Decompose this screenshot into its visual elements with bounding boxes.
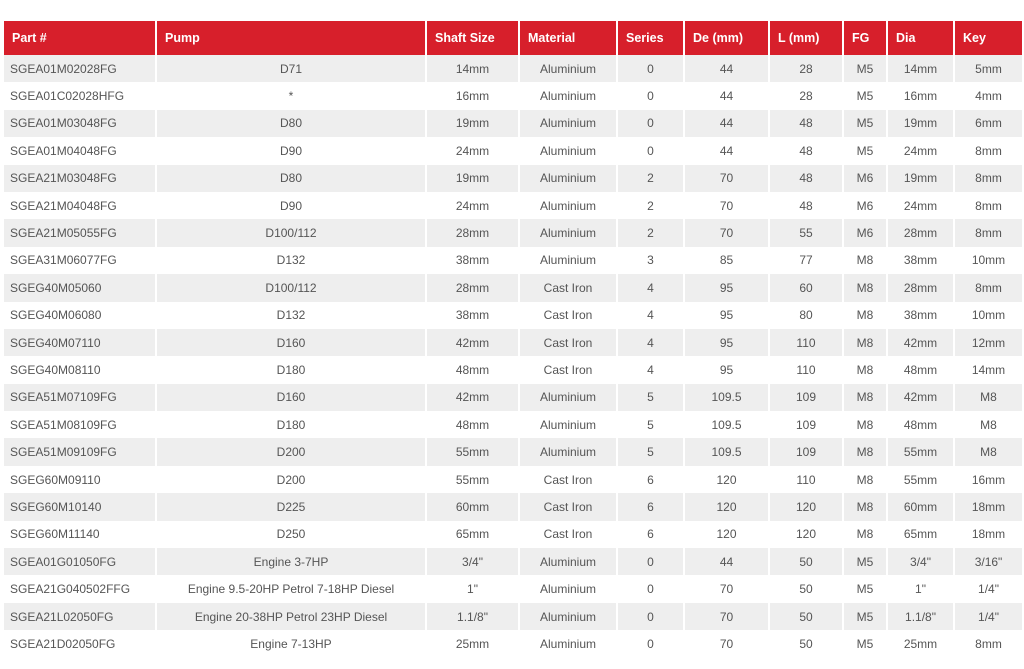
cell-fg: M8 — [844, 329, 888, 356]
cell-pump: * — [157, 82, 427, 109]
cell-l: 110 — [770, 466, 844, 493]
cell-pump: Engine 7-13HP — [157, 630, 427, 657]
table-row — [4, 55, 1022, 82]
cell-pump: D132 — [157, 302, 427, 329]
cell-series: 2 — [618, 165, 685, 192]
column-header-l: L (mm) — [770, 21, 844, 55]
cell-dia: 16mm — [888, 82, 955, 109]
cell-de: 44 — [685, 82, 770, 109]
cell-pump: D200 — [157, 466, 427, 493]
cell-dia: 38mm — [888, 247, 955, 274]
cell-dia: 28mm — [888, 219, 955, 246]
table-row — [4, 302, 1022, 329]
cell-de: 109.5 — [685, 438, 770, 465]
cell-series: 6 — [618, 466, 685, 493]
cell-shaft-size: 1.1/8" — [427, 603, 520, 630]
table-row — [4, 165, 1022, 192]
cell-dia: 55mm — [888, 466, 955, 493]
cell-l: 48 — [770, 137, 844, 164]
cell-de: 70 — [685, 630, 770, 657]
column-header-part: Part # — [4, 21, 157, 55]
cell-pump: D225 — [157, 493, 427, 520]
cell-dia: 55mm — [888, 438, 955, 465]
table-row — [4, 110, 1022, 137]
cell-l: 50 — [770, 603, 844, 630]
cell-fg: M5 — [844, 55, 888, 82]
cell-de: 70 — [685, 575, 770, 602]
cell-fg: M8 — [844, 438, 888, 465]
cell-l: 120 — [770, 521, 844, 548]
cell-l: 109 — [770, 384, 844, 411]
cell-key: 1/4" — [955, 575, 1022, 602]
cell-de: 70 — [685, 219, 770, 246]
cell-part: SGEA01G01050FG — [4, 548, 157, 575]
cell-part: SGEA21M03048FG — [4, 165, 157, 192]
cell-material: Cast Iron — [520, 274, 618, 301]
column-header-series: Series — [618, 21, 685, 55]
cell-l: 120 — [770, 493, 844, 520]
cell-fg: M8 — [844, 247, 888, 274]
cell-material: Cast Iron — [520, 329, 618, 356]
cell-dia: 38mm — [888, 302, 955, 329]
cell-series: 0 — [618, 137, 685, 164]
cell-part: SGEG40M06080 — [4, 302, 157, 329]
cell-fg: M5 — [844, 575, 888, 602]
cell-shaft-size: 28mm — [427, 219, 520, 246]
cell-key: 6mm — [955, 110, 1022, 137]
cell-series: 0 — [618, 575, 685, 602]
cell-material: Aluminium — [520, 110, 618, 137]
cell-shaft-size: 16mm — [427, 82, 520, 109]
cell-pump: D180 — [157, 411, 427, 438]
cell-series: 4 — [618, 356, 685, 383]
cell-l: 109 — [770, 411, 844, 438]
cell-shaft-size: 42mm — [427, 329, 520, 356]
cell-de: 70 — [685, 192, 770, 219]
cell-dia: 24mm — [888, 192, 955, 219]
cell-material: Aluminium — [520, 247, 618, 274]
cell-material: Aluminium — [520, 55, 618, 82]
cell-series: 0 — [618, 548, 685, 575]
cell-material: Aluminium — [520, 192, 618, 219]
cell-series: 0 — [618, 82, 685, 109]
cell-part: SGEA51M08109FG — [4, 411, 157, 438]
table-row — [4, 137, 1022, 164]
cell-pump: D160 — [157, 329, 427, 356]
cell-material: Aluminium — [520, 603, 618, 630]
table-row — [4, 384, 1022, 411]
cell-pump: D90 — [157, 192, 427, 219]
cell-part: SGEG40M08110 — [4, 356, 157, 383]
cell-key: 8mm — [955, 630, 1022, 657]
table-row — [4, 219, 1022, 246]
cell-de: 95 — [685, 302, 770, 329]
cell-fg: M6 — [844, 192, 888, 219]
cell-fg: M6 — [844, 165, 888, 192]
cell-fg: M8 — [844, 274, 888, 301]
cell-key: 12mm — [955, 329, 1022, 356]
column-header-key: Key — [955, 21, 1022, 55]
cell-l: 77 — [770, 247, 844, 274]
cell-de: 109.5 — [685, 411, 770, 438]
cell-dia: 19mm — [888, 110, 955, 137]
cell-pump: D100/112 — [157, 274, 427, 301]
cell-fg: M8 — [844, 521, 888, 548]
table-row — [4, 603, 1022, 630]
cell-de: 109.5 — [685, 384, 770, 411]
cell-de: 95 — [685, 356, 770, 383]
cell-shaft-size: 65mm — [427, 521, 520, 548]
cell-de: 44 — [685, 548, 770, 575]
cell-series: 0 — [618, 110, 685, 137]
cell-part: SGEA31M06077FG — [4, 247, 157, 274]
cell-key: M8 — [955, 411, 1022, 438]
cell-key: 14mm — [955, 356, 1022, 383]
table-row — [4, 438, 1022, 465]
cell-series: 0 — [618, 603, 685, 630]
table-row — [4, 192, 1022, 219]
table-row — [4, 521, 1022, 548]
cell-l: 28 — [770, 82, 844, 109]
cell-material: Aluminium — [520, 438, 618, 465]
cell-part: SGEA21D02050FG — [4, 630, 157, 657]
cell-pump: D100/112 — [157, 219, 427, 246]
cell-material: Aluminium — [520, 137, 618, 164]
cell-part: SGEG40M05060 — [4, 274, 157, 301]
cell-fg: M8 — [844, 384, 888, 411]
cell-l: 110 — [770, 356, 844, 383]
cell-pump: D71 — [157, 55, 427, 82]
cell-fg: M5 — [844, 630, 888, 657]
cell-fg: M5 — [844, 137, 888, 164]
cell-pump: D90 — [157, 137, 427, 164]
cell-material: Cast Iron — [520, 356, 618, 383]
cell-key: 8mm — [955, 274, 1022, 301]
cell-l: 50 — [770, 575, 844, 602]
cell-part: SGEA21L02050FG — [4, 603, 157, 630]
cell-l: 55 — [770, 219, 844, 246]
cell-key: 18mm — [955, 493, 1022, 520]
cell-series: 0 — [618, 55, 685, 82]
cell-pump: D160 — [157, 384, 427, 411]
cell-pump: D200 — [157, 438, 427, 465]
cell-fg: M8 — [844, 466, 888, 493]
cell-shaft-size: 60mm — [427, 493, 520, 520]
cell-l: 48 — [770, 165, 844, 192]
cell-part: SGEA21M05055FG — [4, 219, 157, 246]
cell-part: SGEA21G040502FFG — [4, 575, 157, 602]
cell-dia: 1.1/8" — [888, 603, 955, 630]
cell-dia: 48mm — [888, 356, 955, 383]
cell-series: 3 — [618, 247, 685, 274]
cell-series: 5 — [618, 411, 685, 438]
table-row — [4, 548, 1022, 575]
cell-key: 18mm — [955, 521, 1022, 548]
cell-dia: 48mm — [888, 411, 955, 438]
cell-part: SGEA01C02028HFG — [4, 82, 157, 109]
cell-dia: 25mm — [888, 630, 955, 657]
parts-table — [4, 21, 1022, 658]
cell-dia: 65mm — [888, 521, 955, 548]
cell-pump: Engine 20-38HP Petrol 23HP Diesel — [157, 603, 427, 630]
cell-pump: Engine 3-7HP — [157, 548, 427, 575]
cell-fg: M5 — [844, 82, 888, 109]
cell-l: 50 — [770, 548, 844, 575]
cell-series: 6 — [618, 493, 685, 520]
cell-part: SGEA21M04048FG — [4, 192, 157, 219]
table-row — [4, 274, 1022, 301]
cell-de: 44 — [685, 137, 770, 164]
cell-de: 95 — [685, 274, 770, 301]
cell-dia: 19mm — [888, 165, 955, 192]
cell-material: Aluminium — [520, 219, 618, 246]
cell-de: 120 — [685, 493, 770, 520]
cell-material: Aluminium — [520, 630, 618, 657]
cell-part: SGEA51M09109FG — [4, 438, 157, 465]
column-header-dia: Dia — [888, 21, 955, 55]
parts-table-container — [4, 21, 1022, 658]
column-header-fg: FG — [844, 21, 888, 55]
cell-part: SGEG40M07110 — [4, 329, 157, 356]
table-row — [4, 575, 1022, 602]
cell-fg: M5 — [844, 110, 888, 137]
cell-key: 8mm — [955, 165, 1022, 192]
cell-fg: M8 — [844, 493, 888, 520]
cell-key: 8mm — [955, 192, 1022, 219]
cell-part: SGEG60M09110 — [4, 466, 157, 493]
cell-fg: M8 — [844, 411, 888, 438]
cell-shaft-size: 55mm — [427, 438, 520, 465]
cell-shaft-size: 19mm — [427, 165, 520, 192]
cell-l: 80 — [770, 302, 844, 329]
cell-key: 10mm — [955, 302, 1022, 329]
cell-part: SGEG60M10140 — [4, 493, 157, 520]
cell-shaft-size: 24mm — [427, 137, 520, 164]
cell-shaft-size: 25mm — [427, 630, 520, 657]
table-row — [4, 411, 1022, 438]
cell-material: Aluminium — [520, 575, 618, 602]
cell-l: 48 — [770, 110, 844, 137]
cell-dia: 3/4" — [888, 548, 955, 575]
cell-shaft-size: 28mm — [427, 274, 520, 301]
cell-series: 4 — [618, 274, 685, 301]
cell-key: 16mm — [955, 466, 1022, 493]
cell-material: Cast Iron — [520, 493, 618, 520]
cell-series: 5 — [618, 384, 685, 411]
cell-dia: 42mm — [888, 329, 955, 356]
cell-dia: 14mm — [888, 55, 955, 82]
cell-key: 5mm — [955, 55, 1022, 82]
cell-dia: 28mm — [888, 274, 955, 301]
cell-shaft-size: 55mm — [427, 466, 520, 493]
table-row — [4, 493, 1022, 520]
cell-shaft-size: 42mm — [427, 384, 520, 411]
cell-de: 70 — [685, 603, 770, 630]
cell-de: 70 — [685, 165, 770, 192]
table-row — [4, 630, 1022, 657]
cell-material: Aluminium — [520, 411, 618, 438]
cell-shaft-size: 38mm — [427, 302, 520, 329]
header-row — [4, 21, 1022, 55]
cell-shaft-size: 48mm — [427, 356, 520, 383]
cell-l: 60 — [770, 274, 844, 301]
cell-fg: M8 — [844, 356, 888, 383]
cell-shaft-size: 24mm — [427, 192, 520, 219]
cell-material: Aluminium — [520, 548, 618, 575]
cell-series: 0 — [618, 630, 685, 657]
cell-material: Aluminium — [520, 82, 618, 109]
cell-de: 95 — [685, 329, 770, 356]
cell-l: 28 — [770, 55, 844, 82]
cell-material: Aluminium — [520, 165, 618, 192]
cell-l: 109 — [770, 438, 844, 465]
cell-pump: D250 — [157, 521, 427, 548]
cell-de: 44 — [685, 110, 770, 137]
cell-de: 120 — [685, 521, 770, 548]
cell-fg: M5 — [844, 548, 888, 575]
cell-pump: D80 — [157, 165, 427, 192]
cell-part: SGEA51M07109FG — [4, 384, 157, 411]
cell-part: SGEG60M11140 — [4, 521, 157, 548]
cell-part: SGEA01M03048FG — [4, 110, 157, 137]
cell-key: 10mm — [955, 247, 1022, 274]
cell-dia: 1" — [888, 575, 955, 602]
cell-de: 44 — [685, 55, 770, 82]
cell-key: 8mm — [955, 137, 1022, 164]
cell-dia: 24mm — [888, 137, 955, 164]
table-row — [4, 356, 1022, 383]
cell-shaft-size: 48mm — [427, 411, 520, 438]
cell-shaft-size: 3/4" — [427, 548, 520, 575]
cell-de: 120 — [685, 466, 770, 493]
cell-pump: D132 — [157, 247, 427, 274]
cell-shaft-size: 38mm — [427, 247, 520, 274]
cell-pump: Engine 9.5-20HP Petrol 7-18HP Diesel — [157, 575, 427, 602]
cell-key: 3/16" — [955, 548, 1022, 575]
cell-material: Cast Iron — [520, 302, 618, 329]
cell-part: SGEA01M02028FG — [4, 55, 157, 82]
cell-key: 4mm — [955, 82, 1022, 109]
cell-key: M8 — [955, 438, 1022, 465]
cell-key: M8 — [955, 384, 1022, 411]
cell-part: SGEA01M04048FG — [4, 137, 157, 164]
cell-fg: M5 — [844, 603, 888, 630]
cell-l: 50 — [770, 630, 844, 657]
cell-pump: D80 — [157, 110, 427, 137]
cell-series: 4 — [618, 329, 685, 356]
cell-fg: M6 — [844, 219, 888, 246]
cell-material: Cast Iron — [520, 466, 618, 493]
cell-dia: 42mm — [888, 384, 955, 411]
cell-l: 110 — [770, 329, 844, 356]
table-row — [4, 82, 1022, 109]
cell-series: 2 — [618, 192, 685, 219]
column-header-de: De (mm) — [685, 21, 770, 55]
cell-series: 6 — [618, 521, 685, 548]
cell-material: Cast Iron — [520, 521, 618, 548]
cell-shaft-size: 1" — [427, 575, 520, 602]
cell-shaft-size: 19mm — [427, 110, 520, 137]
cell-material: Aluminium — [520, 384, 618, 411]
cell-shaft-size: 14mm — [427, 55, 520, 82]
column-header-material: Material — [520, 21, 618, 55]
table-row — [4, 247, 1022, 274]
cell-series: 2 — [618, 219, 685, 246]
cell-series: 4 — [618, 302, 685, 329]
cell-key: 8mm — [955, 219, 1022, 246]
cell-pump: D180 — [157, 356, 427, 383]
column-header-pump: Pump — [157, 21, 427, 55]
column-header-shaft-size: Shaft Size — [427, 21, 520, 55]
table-body — [4, 55, 1022, 658]
cell-de: 85 — [685, 247, 770, 274]
cell-dia: 60mm — [888, 493, 955, 520]
table-row — [4, 329, 1022, 356]
cell-l: 48 — [770, 192, 844, 219]
cell-key: 1/4" — [955, 603, 1022, 630]
table-row — [4, 466, 1022, 493]
cell-fg: M8 — [844, 302, 888, 329]
cell-series: 5 — [618, 438, 685, 465]
